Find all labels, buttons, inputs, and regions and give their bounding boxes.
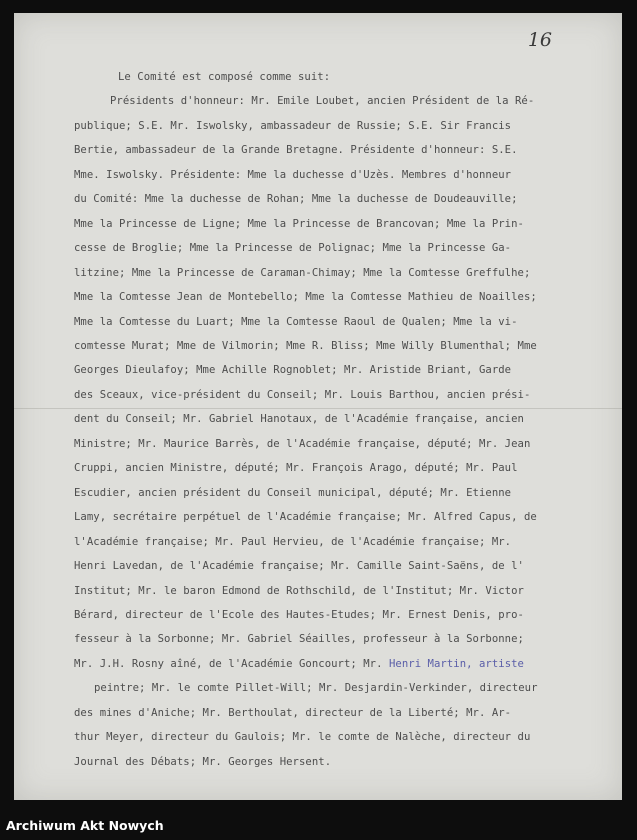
text-line: Institut; Mr. le baron Edmond de Rothschild, de l'Institut; Mr. Victor bbox=[74, 584, 524, 597]
text-line: dent du Conseil; Mr. Gabriel Hanotaux, de l'Académie française, ancien bbox=[74, 413, 524, 426]
text-line: Bérard, directeur de l'Ecole des Hautes-Etudes; Mr. Ernest Denis, pro- bbox=[74, 608, 524, 621]
text-line: thur Meyer, directeur du Gaulois; Mr. le comte de Nalèche, directeur du bbox=[74, 731, 531, 744]
text-line: Georges Dieulafoy; Mme Achille Rognoblet; Mr. Aristide Briant, Garde bbox=[74, 364, 512, 377]
text-line: du Comité: Mme la duchesse de Rohan; Mme la duchesse de Doudeauville; bbox=[74, 193, 518, 206]
text-line: Lamy, secrétaire perpétuel de l'Académie française; Mr. Alfred Capus, de bbox=[74, 511, 537, 524]
text-line: l'Académie française; Mr. Paul Hervieu, de l'Académie française; Mr. bbox=[74, 535, 512, 548]
text-line: Mme. Iswolsky. Présidente: Mme la duchesse d'Uzès. Membres d'honneur bbox=[74, 168, 512, 181]
text-line: peintre; Mr. le comte Pillet-Will; Mr. Desjardin-Verkinder, directeur bbox=[94, 682, 538, 695]
text-line: cesse de Broglie; Mme la Princesse de Polignac; Mme la Princesse Ga- bbox=[74, 242, 512, 255]
text-line: Henri Lavedan, de l'Académie française; Mr. Camille Saint-Saëns, de l' bbox=[74, 560, 524, 573]
text-line: Journal des Débats; Mr. Georges Hersent. bbox=[74, 755, 332, 768]
text-line: Ministre; Mr. Maurice Barrès, de l'Académie française, député; Mr. Jean bbox=[74, 437, 531, 450]
text-line: Mme la Princesse de Ligne; Mme la Princesse de Brancovan; Mme la Prin- bbox=[74, 217, 524, 230]
document-page bbox=[14, 13, 622, 800]
text-line: litzine; Mme la Princesse de Caraman-Chimay; Mme la Comtesse Greffulhe; bbox=[74, 266, 531, 279]
text-line: des Sceaux, vice-président du Conseil; Mr. Louis Barthou, ancien prési- bbox=[74, 388, 531, 401]
highlighted-name: Henri Martin, artiste bbox=[388, 657, 524, 670]
text-line: fesseur à la Sorbonne; Mr. Gabriel Séailles, professeur à la Sorbonne; bbox=[74, 633, 524, 646]
text-line: Cruppi, ancien Ministre, député; Mr. François Arago, député; Mr. Paul bbox=[74, 462, 518, 475]
text-line-heading: Le Comité est composé comme suit: bbox=[118, 71, 331, 83]
text-line: des mines d'Aniche; Mr. Berthoulat, directeur de la Liberté; Mr. Ar- bbox=[74, 706, 512, 719]
text-line: Présidents d'honneur: Mr. Emile Loubet, ancien Président de la Ré- bbox=[110, 95, 535, 108]
text-line: comtesse Murat; Mme de Vilmorin; Mme R. Bliss; Mme Willy Blumenthal; Mme bbox=[74, 339, 537, 352]
page-number: 16 bbox=[527, 29, 552, 51]
text-line: Mme la Comtesse du Luart; Mme la Comtesse Raoul de Qualen; Mme la vi- bbox=[74, 315, 518, 328]
text-line-with-highlight bbox=[74, 652, 614, 676]
text-line-start: Mr. J.H. Rosny aîné, de l'Académie Goncourt; Mr. bbox=[74, 657, 383, 670]
text-line: Escudier, ancien président du Conseil municipal, député; Mr. Etienne bbox=[74, 486, 512, 499]
text-line: Bertie, ambassadeur de la Grande Bretagne. Présidente d'honneur: S.E. bbox=[74, 144, 518, 157]
text-line: Mme la Comtesse Jean de Montebello; Mme la Comtesse Mathieu de Noailles; bbox=[74, 291, 537, 304]
text-line: publique; S.E. Mr. Iswolsky, ambassadeur de Russie; S.E. Sir Francis bbox=[74, 119, 512, 132]
document-body bbox=[74, 65, 614, 774]
archive-label: Archiwum Akt Nowych bbox=[6, 818, 164, 833]
